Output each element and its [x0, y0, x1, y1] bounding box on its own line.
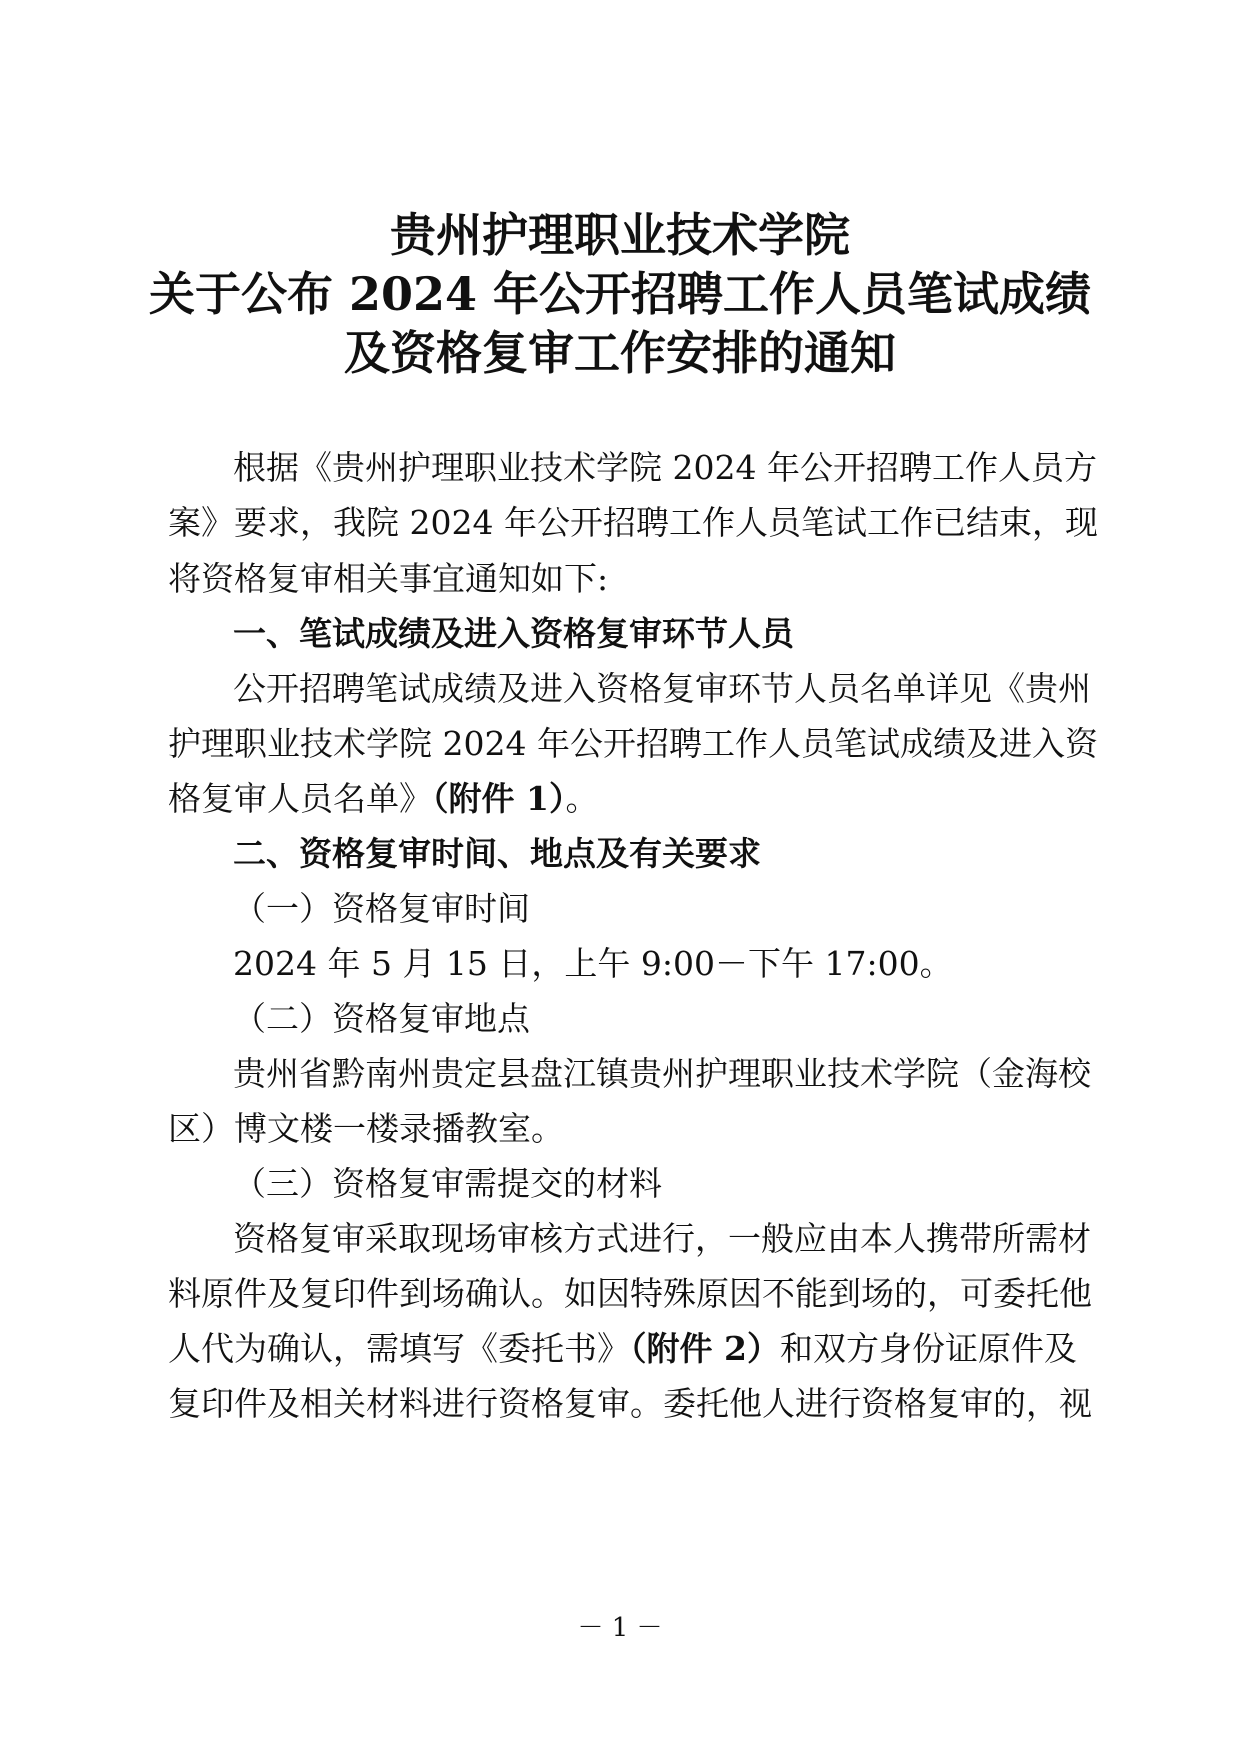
intro-line-1: 根据《贵州护理职业技术学院 2024 年公开招聘工作人员方 [233, 448, 1097, 487]
intro-line-2: 案》要求，我院 2024 年公开招聘工作人员笔试工作已结束，现 [168, 503, 1098, 542]
sub-3-line-4: 复印件及相关材料进行资格复审。委托他人进行资格复审的，视 [168, 1384, 1092, 1423]
title-line-1: 贵州护理职业技术学院 [390, 208, 850, 262]
section-1-heading: 一、笔试成绩及进入资格复审环节人员 [233, 614, 794, 653]
sub-3-line-3-text-b: 和双方身份证原件及 [779, 1329, 1077, 1368]
title-line-2: 关于公布 2024 年公开招聘工作人员笔试成绩 [148, 267, 1092, 321]
title-line-3: 及资格复审工作安排的通知 [344, 326, 896, 380]
sub-2-line-2: 区）博文楼一楼录播教室。 [168, 1109, 564, 1148]
section-1-line-3 [168, 777, 1088, 821]
sub-3-line-1: 资格复审采取现场审核方式进行，一般应由本人携带所需材 [233, 1219, 1091, 1258]
sub-1-text: 2024 年 5 月 15 日，上午 9:00－下午 17:00。 [233, 944, 953, 983]
sub-3-line-3 [168, 1327, 1088, 1371]
section-2-heading: 二、资格复审时间、地点及有关要求 [233, 834, 761, 873]
attachment-2-ref: （附件 2） [630, 1329, 780, 1368]
sub-3-heading: （三）资格复审需提交的材料 [233, 1164, 662, 1203]
page-number: － 1 － [577, 1613, 663, 1643]
section-1-line-3-end: 。 [565, 779, 599, 818]
intro-line-3: 将资格复审相关事宜通知如下: [168, 559, 609, 598]
sub-1-heading: （一）资格复审时间 [233, 889, 530, 928]
sub-3-line-3-text-a: 人代为确认，需填写《委托书》 [168, 1329, 630, 1368]
section-1-line-1: 公开招聘笔试成绩及进入资格复审环节人员名单详见《贵州 [233, 669, 1091, 708]
section-1-line-2: 护理职业技术学院 2024 年公开招聘工作人员笔试成绩及进入资 [168, 724, 1098, 763]
sub-2-heading: （二）资格复审地点 [233, 999, 530, 1038]
section-1-line-3-text: 格复审人员名单》 [168, 779, 432, 818]
attachment-1-ref: （附件 1） [432, 779, 566, 818]
sub-3-line-2: 料原件及复印件到场确认。如因特殊原因不能到场的，可委托他 [168, 1274, 1092, 1313]
sub-2-line-1: 贵州省黔南州贵定县盘江镇贵州护理职业技术学院（金海校 [233, 1054, 1091, 1093]
